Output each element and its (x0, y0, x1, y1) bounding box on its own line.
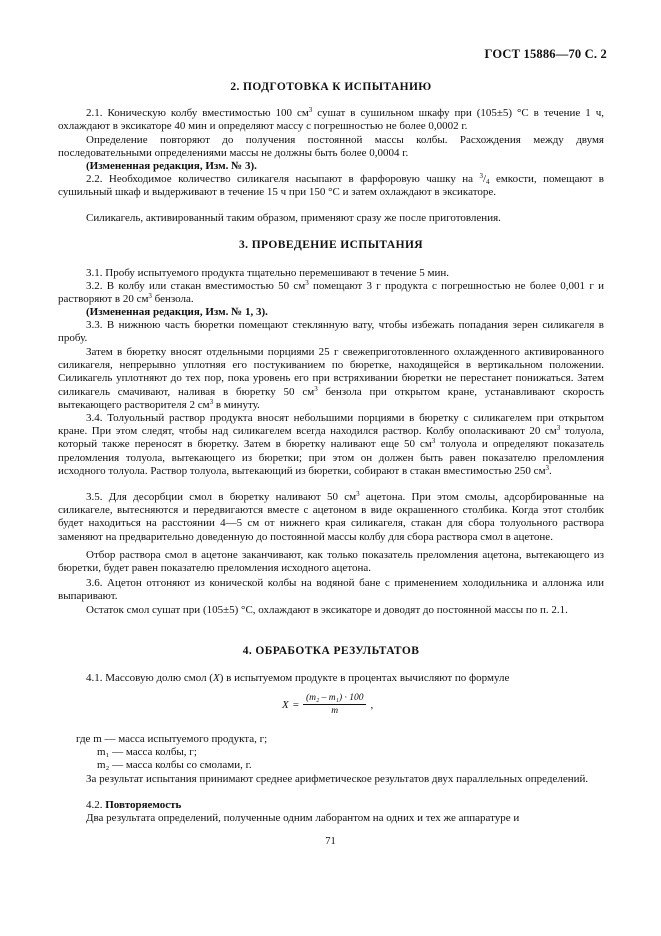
page-number: 71 (325, 836, 336, 847)
paragraph-2-1: 2.1. Коническую колбу вместимостью 100 $см^3$ сушат в сушильном шкафу при (105±5) °С в течение 1 ч, охлаждают в эксикаторе 40 мин и определяют массу с погрешностью не более 0,0002 г. (58, 106, 604, 133)
paragraph-3-5-cont: Отбор раствора смол в ацетоне заканчивают, как только показатель преломления ацетона, вытекающего из бюретки, будет равен показателю преломления исходного ацетона. (58, 549, 604, 575)
paragraph-3-6: 3.6. Ацетон отгоняют из конической колбы на водяной бане с применением холодильника и аллонжа или выпаривают. (58, 577, 604, 603)
paragraph-4-2-cont: Два результата определений, полученные одним лаборантом на одних и тех же аппаратуре и (86, 812, 520, 824)
paragraph-3-3-cont: Затем в бюретку вносят отдельными порциями 25 г свежеприготовленного охлажденного активированного силикагеля, непрерывно уплотняя его постукиванием по бюретке, находящейся в вертикальном положении. Силикагель уплотняют до тех пор, пока уровень его при встряхивании бюретки не перестанет понижаться. Затем силикагель смачивают, наливая в бюретку 50 $см^3$ бензола при открытом кране, устанавливают скорость вытекающего растворителя 2 $см^3$ в минуту. (58, 346, 604, 411)
formula-numerator: (m₂ – m₁) · 100 (303, 693, 367, 705)
section-2-title: 2. ПОДГОТОВКА К ИСПЫТАНИЮ (230, 81, 432, 93)
amendment-note: (Измененная редакция, Изм. № 1, 3). (86, 306, 268, 318)
paragraph-3-3: 3.3. В нижнюю часть бюретки помещают стеклянную вату, чтобы избежать попадания зерен силикагеля в пробу. (58, 319, 604, 345)
formula-tail: , (370, 698, 374, 711)
section-4-title: 4. ОБРАБОТКА РЕЗУЛЬТАТОВ (242, 645, 420, 657)
formula-equals: = (292, 698, 299, 711)
paragraph-2-2-cont: Силикагель, активированный таким образом, применяют сразу же после приготовления. (86, 212, 501, 224)
paragraph-3-6-cont: Остаток смол сушат при (105±5) °С, охлаждают в эксикаторе и доводят до постоянной массы по п. 2.1. (86, 604, 568, 616)
legend-line: m₂ — масса колбы со смолами, г. (97, 759, 252, 771)
paragraph-4-2: 4.2. Повторяемость (86, 799, 182, 811)
paragraph-3-4: 3.4. Толуольный раствор продукта вносят небольшими порциями в бюретку с силикагелем при открытом кране. При этом следят, чтобы над силикагелем всегда находился раствор. Колбу ополаскивают 20 $см^3$ толуола, который также переносят в бюретку. Затем в бюретку наливают еще 50 $см^3$ толуола и определяют показатель преломления толуола, вытекающего из бюретки; при этом он должен быть равен показателю преломления исходного толуола. Раствор толуола, вытекающий из бюретки, собирают в стакан вместимостью 250 $см^3$. (58, 412, 604, 477)
paragraph-3-2: 3.2. В колбу или стакан вместимостью 50 $см^3$ помещают 3 г продукта с погрешностью не более 0,001 г и растворяют в 20 $см^3$ бензола. (58, 279, 604, 306)
amendment-note: (Измененная редакция, Изм. № 3). (86, 160, 257, 172)
section-3-title: 3. ПРОВЕДЕНИЕ ИСПЫТАНИЯ (239, 239, 423, 251)
paragraph-4-1: 4.1. Массовую долю смол (X) в испытуемом продукте в процентах вычисляют по формуле (86, 672, 510, 684)
formula-fraction (303, 693, 367, 716)
paragraph-3-5: 3.5. Для десорбции смол в бюретку наливают 50 $см^3$ ацетона. При этом смолы, адсорбированные на силикагеле, вытесняются и передвигаются вместе с ацетоном в виде окрашенного столбика. Когда этот столбик будет находиться на расстоянии 4—5 см от нижнего края силикагеля, стакан для сбора толуольного раствора заменяют на предварительно доведенную до постоянной массы колбу для сбора раствора смол в ацетоне. (58, 490, 604, 543)
paragraph-2-1-cont: Определение повторяют до получения постоянной массы колбы. Расхождения между двумя последовательными определениями массы не должны быть более 0,0004 г. (58, 134, 604, 160)
page-header: ГОСТ 15886—70 С. 2 (484, 47, 607, 61)
formula-lhs: X (282, 698, 289, 711)
legend-line: m₁ — масса колбы, г; (97, 746, 197, 758)
formula (282, 693, 373, 716)
paragraph-4-1-cont: За результат испытания принимают среднее арифметическое результатов двух параллельных определений. (86, 773, 589, 785)
paragraph-3-1: 3.1. Пробу испытуемого продукта тщательно перемешивают в течение 5 мин. (86, 267, 449, 279)
paragraph-2-2: 2.2. Необходимое количество силикагеля насыпают в фарфоровую чашку на $^3/_4$ емкости, помещают в сушильный шкаф и выдерживают в течение 15 ч при 150 °С и затем охлаждают в эксикаторе. (58, 172, 604, 199)
legend-line: где m — масса испытуемого продукта, г; (76, 733, 268, 745)
formula-denominator: m (331, 706, 339, 716)
